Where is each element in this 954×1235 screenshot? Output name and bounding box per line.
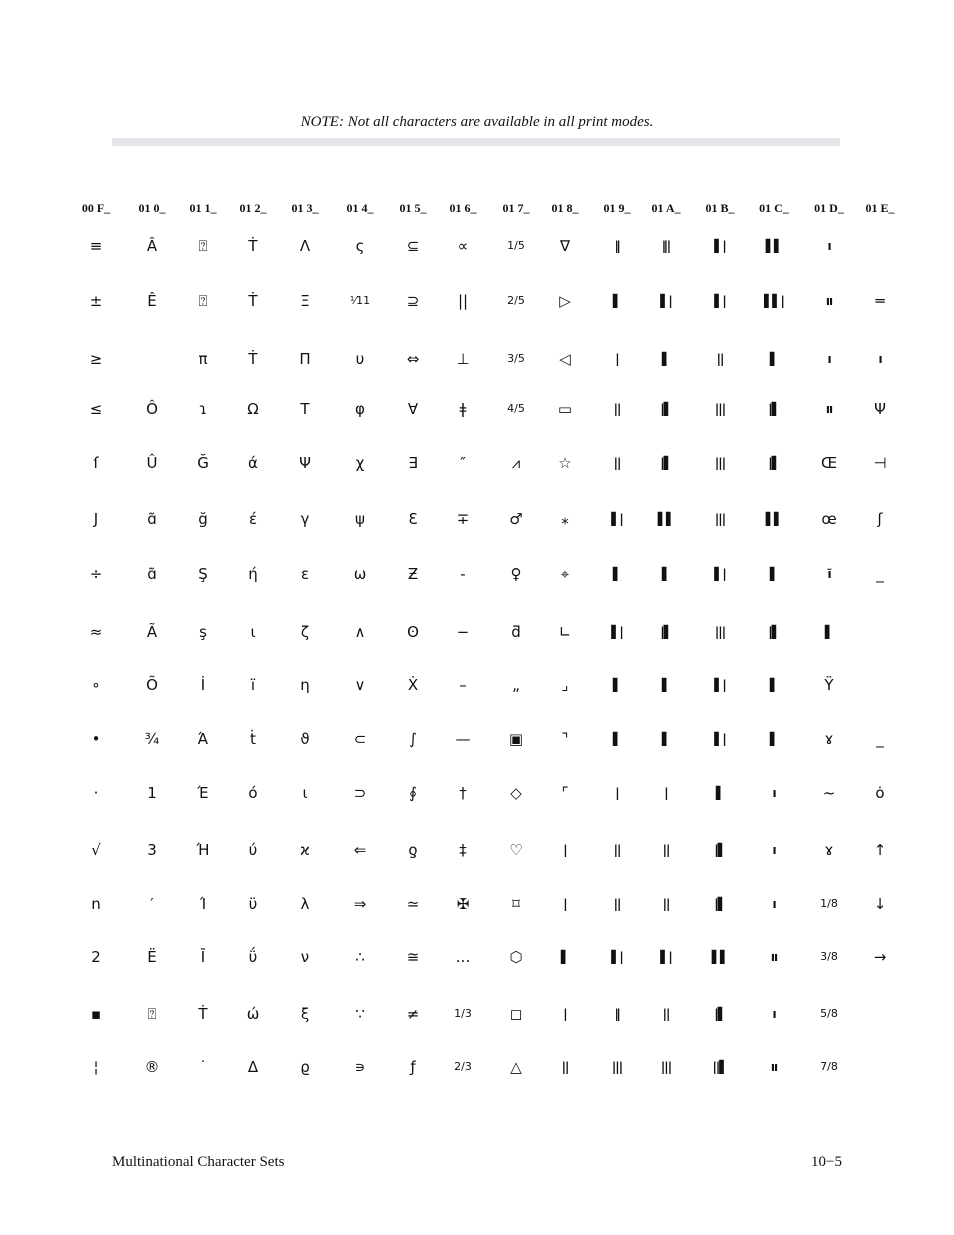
glyph-cell: ‖| [661, 239, 671, 253]
column-header: 01 A_ [651, 201, 681, 215]
glyph-cell: ▌ [612, 567, 622, 581]
glyph-cell: 1/3 [454, 1007, 472, 1020]
glyph-cell: Ψ [874, 400, 886, 418]
glyph-cell: |▌ [768, 625, 780, 639]
glyph-cell: ƍ [408, 841, 418, 859]
glyph-cell: △ [510, 1058, 522, 1076]
glyph-cell: ≃ [406, 895, 420, 913]
glyph-cell: Ã [146, 623, 158, 641]
glyph-cell: ı [772, 1007, 776, 1021]
glyph-cell: ıı [770, 1060, 778, 1074]
glyph-cell: υ [355, 350, 365, 368]
glyph-cell: Ξ [300, 292, 310, 310]
glyph-cell: | [563, 897, 567, 911]
glyph-cell: ▌ [612, 678, 622, 692]
glyph-cell: |▌ [768, 456, 780, 470]
glyph-cell: |▌ [768, 402, 780, 416]
glyph-cell: ∓ [456, 510, 470, 528]
glyph-cell: ||▌ [712, 1060, 728, 1074]
glyph-cell: ɿ [199, 400, 207, 418]
glyph-cell: ɑ̃ [147, 510, 157, 528]
glyph-cell: ‡ [459, 841, 467, 859]
glyph-cell: ş [199, 623, 207, 641]
glyph-cell: ▌▌ [711, 950, 729, 964]
glyph-cell: ƌ [511, 623, 521, 641]
glyph-cell: ▌| [611, 625, 623, 639]
glyph-cell: ı̃ [827, 567, 831, 581]
glyph-cell: ζ [300, 623, 310, 641]
glyph-cell: ı [827, 352, 831, 366]
glyph-cell: ||| [714, 402, 726, 416]
glyph-cell: ⊂ [353, 730, 367, 748]
glyph-cell: ▌ [661, 678, 671, 692]
glyph-cell: ▌| [611, 512, 623, 526]
glyph-cell: γ [300, 510, 310, 528]
glyph-cell: n [91, 895, 101, 913]
glyph-cell: ▌| [611, 950, 623, 964]
glyph-cell: ⊇ [406, 292, 420, 310]
glyph-cell: ∇ [559, 237, 571, 255]
glyph-cell: ® [144, 1058, 160, 1076]
column-header: 01 1_ [189, 201, 217, 215]
glyph-cell: ▌ [560, 950, 570, 964]
glyph-cell: 3/8 [820, 950, 838, 963]
column-header: 01 B_ [705, 201, 735, 215]
glyph-cell: ṫ [250, 730, 256, 748]
column-header: 01 E_ [865, 201, 895, 215]
glyph-cell: ≡ [89, 237, 103, 255]
page-number: 10−5 [811, 1154, 842, 1170]
glyph-cell: ||| [660, 1060, 672, 1074]
glyph-cell: ⇒ [353, 895, 367, 913]
glyph-cell: ı [772, 897, 776, 911]
glyph-cell: ∘ [91, 676, 101, 694]
glyph-cell: 1 [147, 784, 157, 802]
glyph-cell: ▌| [714, 678, 726, 692]
glyph-cell: Ī [200, 948, 206, 966]
glyph-cell: ΰ [248, 948, 258, 966]
column-header: 01 6_ [449, 201, 477, 215]
glyph-cell: ||| [714, 625, 726, 639]
glyph-cell: 2 [91, 948, 101, 966]
glyph-cell: ɤ [824, 730, 834, 748]
glyph-cell: ~ [822, 784, 836, 802]
glyph-cell: Ṫ [198, 1005, 208, 1023]
glyph-cell: ▌▌| [764, 294, 784, 308]
glyph-cell: ϱ [300, 1058, 310, 1076]
glyph-cell: Ά [197, 730, 209, 748]
glyph-cell [852, 670, 908, 700]
header-rule [112, 138, 840, 146]
glyph-cell: ⁎ [561, 510, 569, 528]
glyph-cell: ▌| [714, 294, 726, 308]
glyph-cell: ▌ [661, 352, 671, 366]
glyph-cell: Ë [147, 948, 157, 966]
glyph-cell: ▌ [769, 352, 779, 366]
glyph-cell: |▌ [660, 456, 672, 470]
glyph-cell: | [615, 352, 619, 366]
glyph-cell: ⌖ [560, 565, 570, 583]
glyph-cell: ▌ [769, 678, 779, 692]
column-header: 01 0_ [138, 201, 166, 215]
glyph-cell: ♂ [509, 510, 523, 528]
glyph-cell [124, 344, 180, 374]
glyph-cell: J [93, 510, 99, 528]
glyph-cell: ı [878, 352, 882, 366]
glyph-cell: λ [300, 895, 310, 913]
glyph-cell: 2/5 [507, 294, 525, 307]
glyph-cell: œ [821, 510, 837, 528]
glyph-cell: ‖ [614, 239, 620, 253]
glyph-cell: ♀ [510, 565, 522, 583]
glyph-cell: ▌| [660, 294, 672, 308]
glyph-cell: Λ [299, 237, 311, 255]
glyph-cell: ω [353, 565, 367, 583]
glyph-cell: ⊣ [873, 454, 887, 472]
glyph-cell: 2/3 [454, 1060, 472, 1073]
column-header: 01 7_ [502, 201, 530, 215]
glyph-cell: ıı [825, 402, 833, 416]
glyph-cell: ώ [246, 1005, 260, 1023]
glyph-cell: ⍰ [198, 292, 208, 310]
glyph-cell [852, 1052, 908, 1082]
column-header: 00 F_ [81, 201, 111, 215]
glyph-cell: ʃ [877, 510, 883, 528]
column-header: 01 8_ [551, 201, 579, 215]
glyph-cell: || [561, 1060, 569, 1074]
glyph-cell: Ɛ [408, 510, 418, 528]
glyph-cell: ό [248, 784, 258, 802]
glyph-cell: |▌ [714, 1007, 726, 1021]
glyph-cell: ▪ [90, 1005, 102, 1023]
glyph-cell: ▌ [661, 732, 671, 746]
glyph-cell: | [615, 786, 619, 800]
glyph-cell: Π [299, 350, 311, 368]
glyph-cell: _ [876, 730, 884, 748]
glyph-cell: ξ [300, 1005, 310, 1023]
glyph-cell: Δ [247, 1058, 259, 1076]
glyph-cell: 1/8 [820, 897, 838, 910]
glyph-cell: ɑ̃ [147, 565, 157, 583]
column-header: 01 D_ [814, 201, 844, 215]
glyph-cell: ς [355, 237, 365, 255]
glyph-cell: 5/8 [820, 1007, 838, 1020]
glyph-cell: ⇐ [353, 841, 367, 859]
glyph-cell: ά [248, 454, 258, 472]
glyph-cell: • [91, 730, 101, 748]
glyph-cell: ▌ [769, 732, 779, 746]
glyph-cell: ı [772, 786, 776, 800]
glyph-cell: ||| [611, 1060, 623, 1074]
glyph-cell: ▣ [508, 730, 524, 748]
glyph-cell: χ [355, 454, 365, 472]
glyph-cell: ▷ [559, 292, 571, 310]
glyph-cell: ï [250, 676, 256, 694]
glyph-cell: ⌜ [561, 784, 569, 802]
glyph-cell: 4/5 [507, 402, 525, 415]
glyph-cell: ⌝ [561, 730, 569, 748]
glyph-cell: ύ [248, 841, 258, 859]
glyph-cell: ◇ [510, 784, 522, 802]
glyph-cell: ∫ [409, 730, 417, 748]
glyph-cell: ǂ [459, 400, 467, 418]
glyph-cell: ≈ [89, 623, 103, 641]
glyph-cell: ◻ [509, 1005, 523, 1023]
glyph-cell: || [662, 897, 670, 911]
glyph-cell: ⌟ [561, 676, 569, 694]
glyph-cell: ▌ [715, 786, 725, 800]
glyph-cell: ʘ [407, 623, 419, 641]
glyph-cell: ▌ [661, 567, 671, 581]
glyph-cell: ν [300, 948, 310, 966]
glyph-cell: ή [248, 565, 258, 583]
glyph-cell: ⊥ [456, 350, 470, 368]
footer-title: Multinational Character Sets [112, 1154, 285, 1170]
glyph-cell: ▌| [714, 239, 726, 253]
glyph-cell: ∍ [354, 1058, 366, 1076]
column-header: 01 5_ [399, 201, 427, 215]
glyph-cell [852, 999, 908, 1029]
glyph-cell: Ẋ [407, 676, 419, 694]
glyph-cell: ═ [875, 292, 885, 310]
glyph-cell: ▌ [769, 567, 779, 581]
glyph-cell: ∧ [354, 623, 366, 641]
glyph-cell: Œ [820, 454, 838, 472]
glyph-cell: İ [200, 676, 206, 694]
glyph-cell: ↑ [873, 841, 887, 859]
column-header: 01 C_ [759, 201, 789, 215]
glyph-cell: || [457, 292, 469, 310]
glyph-cell: Ί [199, 895, 207, 913]
glyph-cell: ⍰ [147, 1005, 157, 1023]
glyph-cell: π [198, 350, 208, 368]
print-mode-note: NOTE: Not all characters are available in all print modes. [300, 114, 654, 130]
glyph-cell: |▌ [714, 897, 726, 911]
column-header: 01 3_ [291, 201, 319, 215]
glyph-cell: ▌▌ [765, 239, 783, 253]
glyph-cell: 3 [147, 841, 157, 859]
glyph-cell: ɤ [824, 841, 834, 859]
glyph-cell: ğ [198, 510, 208, 528]
glyph-cell: ||| [714, 456, 726, 470]
glyph-cell: ∮ [409, 784, 417, 802]
glyph-cell: ▌ [612, 732, 622, 746]
glyph-cell: ▭ [557, 400, 573, 418]
glyph-cell: ▌| [714, 567, 726, 581]
glyph-cell: ε [300, 565, 310, 583]
column-header: 01 4_ [346, 201, 374, 215]
glyph-cell: 1/5 [507, 239, 525, 252]
glyph-cell: ı [827, 239, 831, 253]
glyph-cell: |▌ [660, 402, 672, 416]
glyph-cell: ▌| [660, 950, 672, 964]
glyph-cell: ′ [150, 895, 154, 913]
glyph-cell: ◁ [559, 350, 571, 368]
glyph-cell: ȯ [875, 784, 885, 802]
glyph-cell: ▌▌ [657, 512, 675, 526]
glyph-cell: ˙ [199, 1058, 207, 1076]
glyph-cell: _ [876, 565, 884, 583]
column-header: 01 9_ [603, 201, 631, 215]
glyph-cell: Â [146, 237, 158, 255]
glyph-cell: Ή [196, 841, 210, 859]
glyph-cell: || [613, 843, 621, 857]
glyph-cell: || [662, 843, 670, 857]
glyph-cell: ¦ [93, 1058, 99, 1076]
glyph-cell: → [873, 948, 887, 966]
glyph-cell: ♡ [509, 841, 523, 859]
glyph-cell: φ [355, 400, 365, 418]
glyph-cell: ⬡ [509, 948, 523, 966]
glyph-cell: Ê [147, 292, 157, 310]
glyph-cell: … [455, 948, 471, 966]
glyph-cell: Ṫ [248, 350, 258, 368]
glyph-cell: ÷ [89, 565, 103, 583]
glyph-cell: || [662, 1007, 670, 1021]
glyph-cell: · [93, 784, 99, 802]
glyph-cell: || [613, 897, 621, 911]
glyph-cell: Ş [198, 565, 208, 583]
glyph-cell: Ψ [299, 454, 311, 472]
glyph-cell: ▌ [824, 625, 834, 639]
glyph-cell: ⇔ [406, 350, 420, 368]
glyph-cell: - [460, 565, 466, 583]
glyph-cell: − [456, 623, 470, 641]
glyph-cell: ⌑ [512, 895, 520, 913]
glyph-cell: |▌ [714, 843, 726, 857]
glyph-cell: ≥ [89, 350, 103, 368]
glyph-cell: έ [248, 510, 258, 528]
glyph-cell: – [459, 676, 467, 694]
glyph-cell: Τ [300, 400, 310, 418]
glyph-cell: ≅ [406, 948, 420, 966]
glyph-cell: ∀ [407, 400, 419, 418]
glyph-cell: Û [146, 454, 158, 472]
glyph-cell: ▌▌ [765, 512, 783, 526]
glyph-cell: ſ [93, 454, 99, 472]
glyph-cell: || [716, 352, 724, 366]
glyph-cell: ⩘ [511, 454, 521, 472]
glyph-cell: | [563, 843, 567, 857]
glyph-cell: ɩ [302, 784, 308, 802]
glyph-cell: ✠ [456, 895, 470, 913]
glyph-cell: ıı [825, 294, 833, 308]
glyph-cell: | [563, 1007, 567, 1021]
glyph-cell: Ω [247, 400, 259, 418]
glyph-cell: ⍰ [198, 237, 208, 255]
glyph-cell [852, 231, 908, 261]
glyph-cell: Õ [146, 676, 158, 694]
glyph-cell: ϑ [300, 730, 310, 748]
glyph-cell: ψ [355, 510, 365, 528]
glyph-cell: Ÿ [824, 676, 834, 694]
glyph-cell: Ğ [197, 454, 209, 472]
glyph-cell: „ [512, 676, 520, 694]
glyph-cell: Έ [197, 784, 209, 802]
glyph-cell: √ [91, 841, 101, 859]
glyph-cell: ∴ [355, 948, 365, 966]
glyph-cell: 7/8 [820, 1060, 838, 1073]
glyph-cell: Ṫ [248, 237, 258, 255]
glyph-cell: ∃ [408, 454, 418, 472]
glyph-cell: ☆ [558, 454, 572, 472]
glyph-cell: ||| [714, 512, 726, 526]
glyph-cell: ı [772, 843, 776, 857]
glyph-cell: ⊃ [353, 784, 367, 802]
glyph-cell: — [455, 730, 471, 748]
glyph-cell: 3/5 [507, 352, 525, 365]
glyph-cell: || [613, 402, 621, 416]
column-header: 01 2_ [239, 201, 267, 215]
glyph-cell: ɩ [250, 623, 256, 641]
glyph-cell [852, 617, 908, 647]
glyph-cell: ıı [770, 950, 778, 964]
glyph-cell: ϋ [248, 895, 258, 913]
glyph-cell: † [459, 784, 467, 802]
glyph-cell: η [300, 676, 310, 694]
glyph-cell: ≠ [406, 1005, 420, 1023]
glyph-cell: ▌| [714, 732, 726, 746]
glyph-cell: ▌ [612, 294, 622, 308]
glyph-cell: Ṫ [248, 292, 258, 310]
glyph-cell: Ô [146, 400, 158, 418]
glyph-cell: ± [89, 292, 103, 310]
glyph-cell: ∟ [558, 623, 572, 641]
glyph-cell: ¾ [144, 730, 160, 748]
glyph-cell: ‖ [614, 1007, 620, 1021]
glyph-cell: ϰ [300, 841, 310, 859]
glyph-cell: ⊆ [406, 237, 420, 255]
glyph-cell: ″ [460, 454, 466, 472]
glyph-cell: |▌ [660, 625, 672, 639]
glyph-cell: | [664, 786, 668, 800]
glyph-cell: ∵ [355, 1005, 365, 1023]
glyph-cell: Ƶ [407, 565, 419, 583]
glyph-cell: ƒ [410, 1058, 416, 1076]
glyph-cell: ⅟11 [349, 294, 371, 307]
glyph-cell: ≤ [89, 400, 103, 418]
glyph-cell: || [613, 456, 621, 470]
glyph-cell: ↓ [873, 895, 887, 913]
glyph-cell: ∨ [354, 676, 366, 694]
glyph-cell: ∝ [457, 237, 469, 255]
